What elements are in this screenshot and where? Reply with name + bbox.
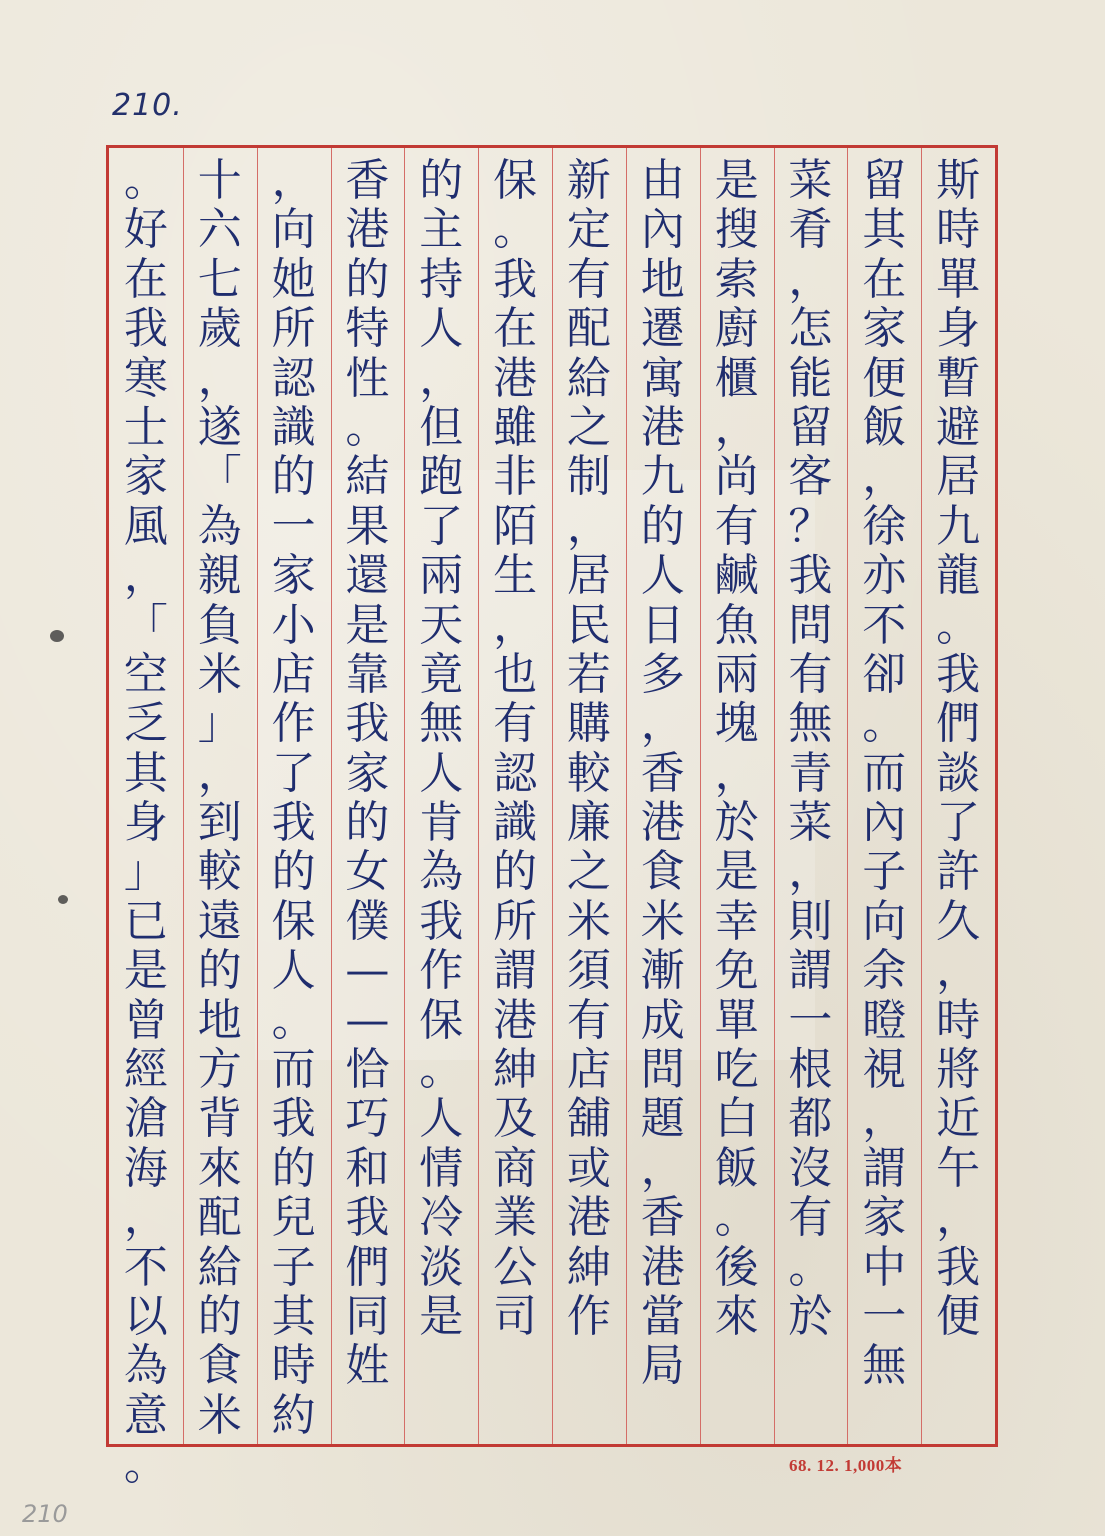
text-column: ， 向 她 所 認 識 的 一 家 小 店 作 了 我 的 保 人 。 而 我 的 兒 子 其 時 約 — [271, 155, 316, 1441]
text-column: 是 搜 索 廚 櫃 ， 尚 有 鹹 魚 兩 塊 ， 於 是 幸 免 單 吃 白 飯 。 後 來 — [714, 155, 759, 1342]
page-number: 210. — [112, 88, 183, 123]
ink-smudge — [50, 630, 64, 642]
text-column: 保 。 我 在 港 雖 非 陌 生 ， 也 有 認 識 的 所 謂 港 紳 及 商 業 公 司 — [493, 155, 538, 1342]
text-column: 新 定 有 配 給 之 制 ， 居 民 若 購 較 廉 之 米 須 有 店 舖 或 港 紳 作 — [566, 155, 611, 1342]
text-column: 斯 時 單 身 暫 避 居 九 龍 。 我 們 談 了 許 久 ， 時 將 近 午 ， 我 便 — [936, 155, 981, 1342]
text-column: 十 六 七 歲 ， 遂 「 為 親 負 米 」 ， 到 較 遠 的 地 方 背 來 配 給 的 食 米 — [197, 155, 242, 1441]
text-column: 。 好 在 我 寒 士 家 風 ， 「 空 乏 其 身 」 已 是 曾 經 滄 海 ， 不 以 為 意 。 — [123, 155, 168, 1491]
text-column: 菜 肴 ， 怎 能 留 客 ？ 我 問 有 無 青 菜 ， 則 謂 一 根 都 沒 有 。 於 — [788, 155, 833, 1342]
text-column: 由 內 地 遷 寓 港 九 的 人 日 多 ， 香 港 食 米 漸 成 問 題 ， 香 港 當 局 — [640, 155, 685, 1392]
footer-stamp: 68. 12. 1,000本 — [789, 1456, 903, 1475]
text-column: 香 港 的 特 性 。 結 果 還 是 靠 我 家 的 女 僕 — — 恰 巧 和 我 們 同 姓 — [345, 155, 390, 1392]
text-column: 留 其 在 家 便 飯 ， 徐 亦 不 卻 。 而 內 子 向 余 瞪 視 ， 謂 家 中 一 無 — [862, 155, 907, 1392]
text-column: 的 主 持 人 ， 但 跑 了 兩 天 竟 無 人 肯 為 我 作 保 。 人 情 冷 淡 是 — [419, 155, 464, 1342]
page-number-bottom: 210 — [22, 1500, 68, 1528]
ink-smudge — [58, 895, 68, 904]
